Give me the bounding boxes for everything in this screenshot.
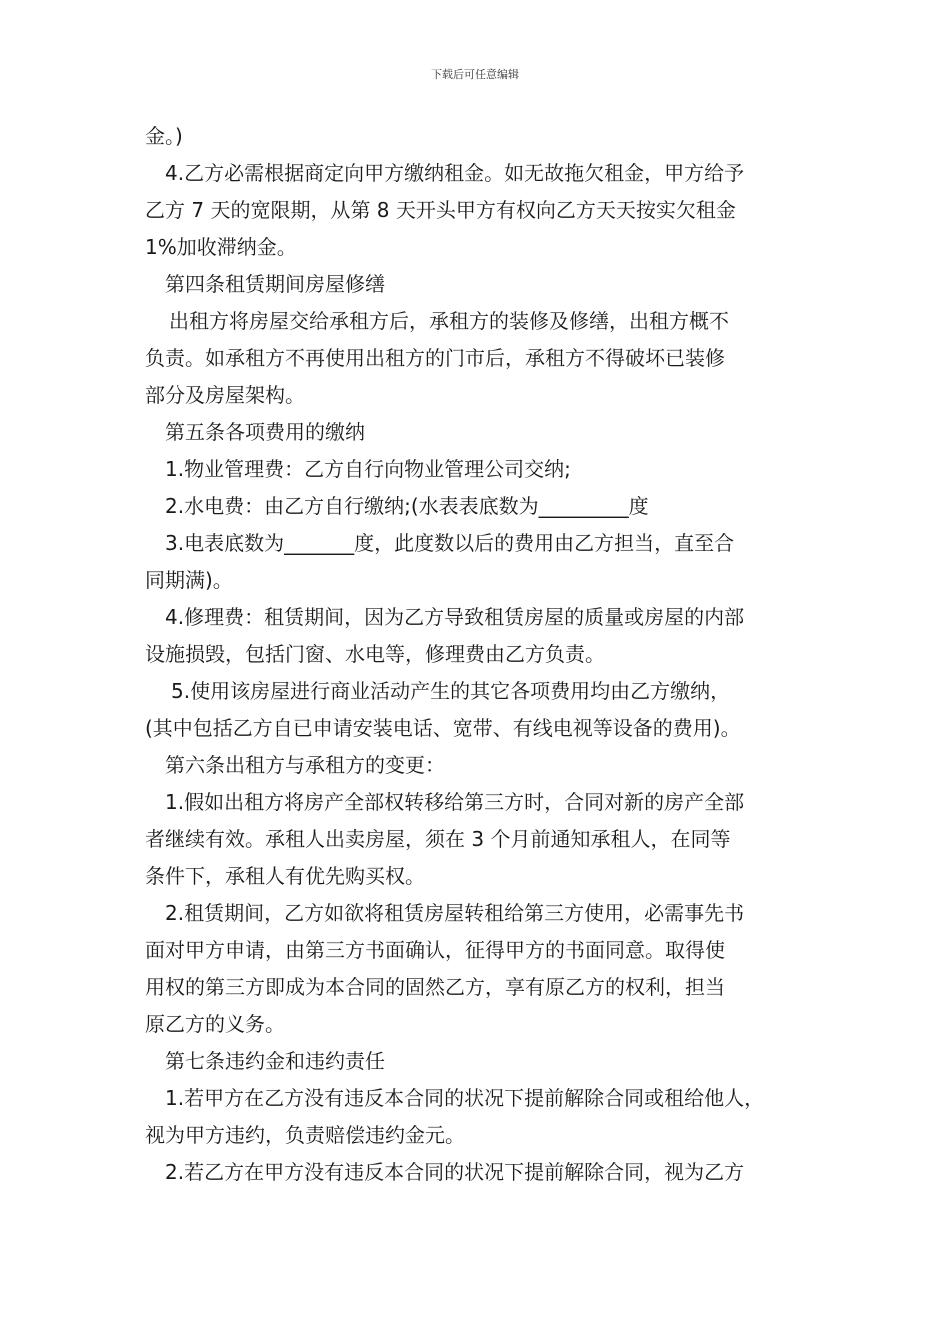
article-heading: 第五条各项费用的缴纳 [165, 420, 365, 444]
clause-line: 2.水电费：由乙方自行缴纳;(水表表底数为_________度 [165, 494, 649, 518]
clause-line: 1.若甲方在乙方没有违反本合同的状况下提前解除合同或租给他人， [165, 1086, 765, 1110]
text-line: 原乙方的义务。 [145, 1012, 285, 1036]
text-line: 乙方 7 天的宽限期，从第 8 天开头甲方有权向乙方天天按实欠租金 [145, 198, 736, 222]
text-line: 用权的第三方即成为本合同的固然乙方，享有原乙方的权利，担当 [145, 975, 725, 999]
text-line: 1%加收滞纳金。 [145, 235, 297, 259]
text-line: 条件下，承租人有优先购买权。 [145, 864, 425, 888]
text-line: (其中包括乙方自已申请安装电话、宽带、有线电视等设备的费用)。 [145, 716, 741, 740]
clause-line: 出租方将房屋交给承租方后，承租方的装修及修缮，出租方概不 [169, 309, 729, 333]
article-heading: 第六条出租方与承租方的变更： [165, 753, 445, 777]
article-heading: 第四条租赁期间房屋修缮 [165, 272, 385, 296]
text-line: 设施损毁，包括门窗、水电等，修理费由乙方负责。 [145, 642, 605, 666]
clause-line: 4.修理费：租赁期间，因为乙方导致租赁房屋的质量或房屋的内部 [165, 605, 745, 629]
clause-line: 1.假如出租方将房产全部权转移给第三方时，合同对新的房产全部 [165, 790, 745, 814]
clause-line: 2.若乙方在甲方没有违反本合同的状况下提前解除合同，视为乙方 [165, 1160, 745, 1184]
text-line: 金。) [145, 124, 183, 148]
contract-body [145, 118, 810, 1191]
text-line: 面对甲方申请，由第三方书面确认，征得甲方的书面同意。取得使 [145, 938, 725, 962]
text-line: 视为甲方违约，负责赔偿违约金元。 [145, 1123, 465, 1147]
text-line: 部分及房屋架构。 [145, 383, 305, 407]
text-line: 同期满)。 [145, 568, 233, 592]
page-header: 下载后可任意编辑 [431, 68, 519, 81]
clause-line: 2.租赁期间，乙方如欲将租赁房屋转租给第三方使用，必需事先书 [165, 901, 745, 925]
clause-line: 5.使用该房屋进行商业活动产生的其它各项费用均由乙方缴纳， [171, 679, 731, 703]
text-line: 者继续有效。承租人出卖房屋，须在 3 个月前通知承租人，在同等 [145, 827, 731, 851]
text-line: 负责。如承租方不再使用出租方的门市后，承租方不得破坏已装修 [145, 346, 725, 370]
clause-line: 1.物业管理费：乙方自行向物业管理公司交纳; [165, 457, 571, 481]
clause-line: 4.乙方必需根据商定向甲方缴纳租金。如无故拖欠租金，甲方给予 [165, 161, 745, 185]
clause-line: 3.电表底数为_______度，此度数以后的费用由乙方担当，直至合 [165, 531, 735, 555]
article-heading: 第七条违约金和违约责任 [165, 1049, 385, 1073]
